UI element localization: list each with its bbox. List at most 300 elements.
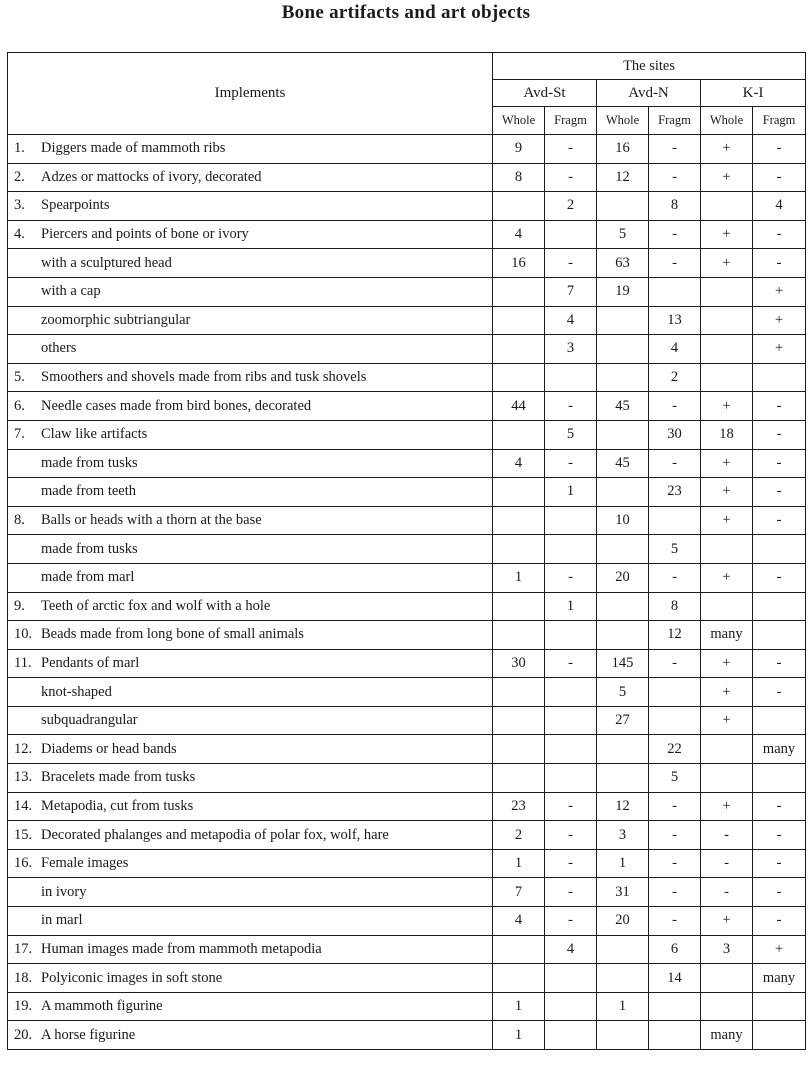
fragm-count-cell: 12 <box>649 621 701 650</box>
fragm-count-cell: - <box>545 135 597 164</box>
whole-count-cell: 1 <box>597 992 649 1021</box>
whole-count-cell: 16 <box>597 135 649 164</box>
whole-count-cell <box>597 592 649 621</box>
implement-cell <box>8 792 493 821</box>
whole-count-cell <box>493 535 545 564</box>
fragm-count-cell: 2 <box>649 363 701 392</box>
sites-header: The sites <box>493 53 806 80</box>
whole-count-cell: + <box>701 449 753 478</box>
fragm-count-cell: - <box>649 563 701 592</box>
fragm-count-cell: - <box>545 563 597 592</box>
fragm-count-cell: - <box>753 249 806 278</box>
fragm-count-cell: - <box>545 163 597 192</box>
table-row <box>8 478 806 507</box>
fragm-count-cell <box>753 1021 806 1050</box>
whole-count-cell: + <box>701 392 753 421</box>
fragm-count-cell: - <box>753 420 806 449</box>
fragm-header: Fragm <box>649 107 701 135</box>
fragm-count-cell: - <box>545 907 597 936</box>
fragm-count-cell <box>753 592 806 621</box>
implement-label: Claw like artifacts <box>41 426 148 443</box>
row-number: 13. <box>14 769 33 786</box>
implement-cell <box>8 964 493 993</box>
fragm-count-cell: 22 <box>649 735 701 764</box>
whole-count-cell: 2 <box>493 821 545 850</box>
fragm-count-cell <box>649 506 701 535</box>
whole-count-cell: + <box>701 163 753 192</box>
fragm-count-cell: - <box>753 878 806 907</box>
row-number: 8. <box>14 512 25 529</box>
whole-count-cell: 63 <box>597 249 649 278</box>
whole-count-cell: + <box>701 678 753 707</box>
fragm-count-cell: - <box>753 392 806 421</box>
implement-label: Diggers made of mammoth ribs <box>41 140 226 157</box>
table-row <box>8 363 806 392</box>
whole-count-cell: 5 <box>597 220 649 249</box>
table-row <box>8 592 806 621</box>
whole-count-cell: 1 <box>493 563 545 592</box>
whole-count-cell: + <box>701 907 753 936</box>
implement-cell <box>8 563 493 592</box>
whole-count-cell: 8 <box>493 163 545 192</box>
fragm-count-cell <box>545 764 597 793</box>
whole-count-cell <box>701 192 753 221</box>
whole-count-cell: 31 <box>597 878 649 907</box>
fragm-count-cell: 3 <box>545 335 597 364</box>
fragm-count-cell: - <box>545 249 597 278</box>
implement-label: Polyiconic images in soft stone <box>41 969 223 986</box>
fragm-count-cell <box>545 706 597 735</box>
fragm-count-cell <box>753 535 806 564</box>
fragm-count-cell: 23 <box>649 478 701 507</box>
fragm-count-cell <box>649 706 701 735</box>
table-row <box>8 449 806 478</box>
fragm-count-cell: - <box>753 220 806 249</box>
whole-count-cell: 3 <box>701 935 753 964</box>
fragm-header: Fragm <box>545 107 597 135</box>
whole-count-cell: 10 <box>597 506 649 535</box>
row-number: 18. <box>14 969 33 986</box>
fragm-count-cell <box>545 220 597 249</box>
whole-count-cell <box>597 964 649 993</box>
fragm-count-cell: - <box>649 849 701 878</box>
row-number: 9. <box>14 597 25 614</box>
whole-count-cell: - <box>701 849 753 878</box>
implement-cell <box>8 220 493 249</box>
fragm-count-cell: - <box>649 163 701 192</box>
implement-label: with a sculptured head <box>41 254 172 271</box>
fragm-count-cell: - <box>753 478 806 507</box>
fragm-count-cell: 5 <box>649 764 701 793</box>
implement-label: knot-shaped <box>41 683 112 700</box>
fragm-count-cell <box>545 964 597 993</box>
table-row <box>8 392 806 421</box>
fragm-count-cell <box>649 1021 701 1050</box>
implement-label: Beads made from long bone of small animals <box>41 626 304 643</box>
artifacts-table <box>7 52 806 1050</box>
fragm-count-cell: - <box>649 392 701 421</box>
row-number: 12. <box>14 740 33 757</box>
whole-count-cell: - <box>701 821 753 850</box>
fragm-count-cell <box>545 678 597 707</box>
implement-cell <box>8 135 493 164</box>
whole-count-cell <box>493 764 545 793</box>
fragm-count-cell: - <box>753 563 806 592</box>
fragm-count-cell: - <box>753 792 806 821</box>
fragm-count-cell: 1 <box>545 592 597 621</box>
fragm-count-cell: 4 <box>545 306 597 335</box>
table-row <box>8 506 806 535</box>
implement-label: Diadems or head bands <box>41 740 177 757</box>
row-number: 1. <box>14 140 25 157</box>
whole-count-cell <box>493 478 545 507</box>
fragm-count-cell: 2 <box>545 192 597 221</box>
fragm-count-cell <box>753 621 806 650</box>
implement-cell <box>8 335 493 364</box>
table-row <box>8 907 806 936</box>
fragm-count-cell <box>753 992 806 1021</box>
implement-cell <box>8 678 493 707</box>
table-row <box>8 306 806 335</box>
implement-cell <box>8 420 493 449</box>
whole-count-cell: 4 <box>493 220 545 249</box>
fragm-count-cell: - <box>753 449 806 478</box>
fragm-count-cell: - <box>545 392 597 421</box>
fragm-count-cell: 8 <box>649 592 701 621</box>
table-row <box>8 535 806 564</box>
implement-cell <box>8 277 493 306</box>
table-row <box>8 220 806 249</box>
whole-count-cell <box>701 535 753 564</box>
fragm-count-cell <box>545 506 597 535</box>
site-header-avd-n: Avd-N <box>597 80 701 107</box>
page-title: Bone artifacts and art objects <box>281 2 531 23</box>
whole-count-cell <box>701 592 753 621</box>
implement-cell <box>8 192 493 221</box>
row-number: 4. <box>14 226 25 243</box>
whole-header: Whole <box>597 107 649 135</box>
whole-count-cell <box>701 964 753 993</box>
row-number: 6. <box>14 397 25 414</box>
whole-count-cell <box>597 535 649 564</box>
implement-label: Smoothers and shovels made from ribs and tusk shovels <box>41 369 367 386</box>
implement-label: Teeth of arctic fox and wolf with a hole <box>41 597 271 614</box>
whole-count-cell: 44 <box>493 392 545 421</box>
whole-count-cell <box>597 764 649 793</box>
header-row-sites <box>8 53 806 80</box>
fragm-count-cell: 13 <box>649 306 701 335</box>
whole-count-cell <box>597 420 649 449</box>
fragm-count-cell: - <box>753 135 806 164</box>
implement-label: Bracelets made from tusks <box>41 769 196 786</box>
fragm-count-cell: 14 <box>649 964 701 993</box>
whole-count-cell <box>597 306 649 335</box>
fragm-count-cell: - <box>753 821 806 850</box>
implement-cell <box>8 392 493 421</box>
site-header-avd-st: Avd-St <box>493 80 597 107</box>
whole-count-cell: 5 <box>597 678 649 707</box>
whole-count-cell <box>701 992 753 1021</box>
fragm-count-cell: many <box>753 735 806 764</box>
whole-count-cell: 23 <box>493 792 545 821</box>
implement-label: Spearpoints <box>41 197 110 214</box>
row-number: 3. <box>14 197 25 214</box>
row-number: 20. <box>14 1026 33 1043</box>
fragm-count-cell: 4 <box>649 335 701 364</box>
implement-label: in ivory <box>41 883 87 900</box>
fragm-count-cell: - <box>753 907 806 936</box>
row-number: 5. <box>14 369 25 386</box>
fragm-count-cell: - <box>649 449 701 478</box>
implement-cell <box>8 449 493 478</box>
whole-count-cell: + <box>701 249 753 278</box>
implement-label: Piercers and points of bone or ivory <box>41 226 249 243</box>
row-number: 15. <box>14 826 33 843</box>
implement-cell <box>8 163 493 192</box>
whole-count-cell: 30 <box>493 649 545 678</box>
fragm-count-cell <box>649 678 701 707</box>
table-row <box>8 249 806 278</box>
whole-count-cell: 7 <box>493 878 545 907</box>
implement-label: others <box>41 340 77 357</box>
whole-count-cell: 12 <box>597 163 649 192</box>
fragm-count-cell: - <box>545 821 597 850</box>
fragm-count-cell: - <box>545 849 597 878</box>
fragm-count-cell: many <box>753 964 806 993</box>
fragm-count-cell: - <box>545 649 597 678</box>
whole-count-cell: many <box>701 1021 753 1050</box>
fragm-count-cell <box>545 735 597 764</box>
whole-count-cell <box>701 277 753 306</box>
implements-header: Implements <box>8 53 493 135</box>
row-number: 16. <box>14 855 33 872</box>
implement-cell <box>8 363 493 392</box>
whole-count-cell <box>493 706 545 735</box>
fragm-count-cell: - <box>649 220 701 249</box>
table-row <box>8 735 806 764</box>
implement-cell <box>8 306 493 335</box>
fragm-count-cell <box>753 764 806 793</box>
whole-count-cell: + <box>701 792 753 821</box>
site-header-k-i: K-I <box>701 80 806 107</box>
fragm-count-cell <box>753 706 806 735</box>
implement-label: Female images <box>41 855 129 872</box>
table-row <box>8 935 806 964</box>
fragm-count-cell: + <box>753 935 806 964</box>
whole-count-cell: + <box>701 220 753 249</box>
implement-cell <box>8 992 493 1021</box>
table-row <box>8 649 806 678</box>
whole-count-cell: 1 <box>597 849 649 878</box>
implement-label: A horse figurine <box>41 1026 136 1043</box>
whole-count-cell <box>493 306 545 335</box>
row-number: 19. <box>14 998 33 1015</box>
whole-count-cell: 1 <box>493 1021 545 1050</box>
fragm-count-cell: + <box>753 277 806 306</box>
whole-count-cell <box>701 363 753 392</box>
fragm-count-cell <box>545 535 597 564</box>
table-row <box>8 420 806 449</box>
table-row <box>8 878 806 907</box>
whole-count-cell: + <box>701 706 753 735</box>
whole-count-cell <box>597 621 649 650</box>
implement-label: Metapodia, cut from tusks <box>41 797 194 814</box>
fragm-count-cell: - <box>649 249 701 278</box>
fragm-count-cell <box>545 621 597 650</box>
whole-count-cell <box>493 506 545 535</box>
table-row <box>8 163 806 192</box>
implement-cell <box>8 478 493 507</box>
whole-count-cell <box>493 420 545 449</box>
table-row <box>8 335 806 364</box>
fragm-count-cell: - <box>649 649 701 678</box>
table-row <box>8 992 806 1021</box>
fragm-count-cell: - <box>753 849 806 878</box>
whole-count-cell: + <box>701 563 753 592</box>
whole-count-cell: 145 <box>597 649 649 678</box>
implement-label: with a cap <box>41 283 101 300</box>
implement-cell <box>8 1021 493 1050</box>
whole-count-cell <box>597 478 649 507</box>
implement-cell <box>8 592 493 621</box>
whole-count-cell <box>493 735 545 764</box>
whole-count-cell <box>493 678 545 707</box>
fragm-header: Fragm <box>753 107 806 135</box>
fragm-count-cell: 4 <box>753 192 806 221</box>
whole-count-cell: 4 <box>493 907 545 936</box>
whole-count-cell: 3 <box>597 821 649 850</box>
implement-cell <box>8 621 493 650</box>
whole-count-cell: - <box>701 878 753 907</box>
fragm-count-cell: 5 <box>649 535 701 564</box>
fragm-count-cell: - <box>545 878 597 907</box>
fragm-count-cell: 4 <box>545 935 597 964</box>
whole-count-cell: + <box>701 506 753 535</box>
whole-count-cell <box>701 735 753 764</box>
implement-label: zoomorphic subtriangular <box>41 311 191 328</box>
whole-count-cell <box>493 277 545 306</box>
whole-count-cell: 1 <box>493 992 545 1021</box>
fragm-count-cell: - <box>753 649 806 678</box>
table-row <box>8 706 806 735</box>
table-row <box>8 764 806 793</box>
whole-count-cell <box>493 592 545 621</box>
row-number: 10. <box>14 626 33 643</box>
table-row <box>8 277 806 306</box>
implement-label: Needle cases made from bird bones, decorated <box>41 397 312 414</box>
whole-count-cell: 20 <box>597 907 649 936</box>
implement-label: made from tusks <box>41 540 138 557</box>
row-number: 17. <box>14 940 33 957</box>
implement-cell <box>8 735 493 764</box>
table-row <box>8 678 806 707</box>
whole-count-cell: many <box>701 621 753 650</box>
whole-count-cell <box>597 735 649 764</box>
whole-count-cell <box>597 363 649 392</box>
whole-count-cell: 19 <box>597 277 649 306</box>
implement-cell <box>8 706 493 735</box>
whole-count-cell <box>597 935 649 964</box>
table-row <box>8 621 806 650</box>
whole-count-cell <box>493 363 545 392</box>
whole-count-cell <box>597 192 649 221</box>
fragm-count-cell: + <box>753 335 806 364</box>
implement-cell <box>8 878 493 907</box>
table-row <box>8 821 806 850</box>
implement-label: in marl <box>41 912 83 929</box>
whole-count-cell <box>701 764 753 793</box>
implement-label: Adzes or mattocks of ivory, decorated <box>41 168 262 185</box>
fragm-count-cell: - <box>545 792 597 821</box>
row-number: 14. <box>14 797 33 814</box>
table-row <box>8 1021 806 1050</box>
fragm-count-cell: - <box>649 792 701 821</box>
implement-cell <box>8 764 493 793</box>
implement-cell <box>8 821 493 850</box>
implement-label: Human images made from mammoth metapodia <box>41 940 322 957</box>
whole-count-cell: + <box>701 649 753 678</box>
whole-count-cell <box>493 335 545 364</box>
whole-count-cell <box>597 335 649 364</box>
whole-count-cell: 12 <box>597 792 649 821</box>
implement-cell <box>8 249 493 278</box>
whole-count-cell: 9 <box>493 135 545 164</box>
fragm-count-cell <box>545 363 597 392</box>
table-row <box>8 563 806 592</box>
fragm-count-cell: - <box>545 449 597 478</box>
whole-count-cell: 45 <box>597 392 649 421</box>
implement-cell <box>8 649 493 678</box>
fragm-count-cell: 8 <box>649 192 701 221</box>
implement-label: Balls or heads with a thorn at the base <box>41 512 262 529</box>
implement-cell <box>8 935 493 964</box>
fragm-count-cell: - <box>753 163 806 192</box>
whole-count-cell: + <box>701 135 753 164</box>
whole-count-cell <box>493 621 545 650</box>
fragm-count-cell: 7 <box>545 277 597 306</box>
fragm-count-cell: 6 <box>649 935 701 964</box>
implement-label: made from teeth <box>41 483 137 500</box>
fragm-count-cell: 5 <box>545 420 597 449</box>
row-number: 7. <box>14 426 25 443</box>
fragm-count-cell: - <box>753 506 806 535</box>
whole-count-cell <box>701 306 753 335</box>
table-row <box>8 192 806 221</box>
fragm-count-cell <box>649 277 701 306</box>
table-row <box>8 135 806 164</box>
whole-count-cell: 27 <box>597 706 649 735</box>
fragm-count-cell <box>753 363 806 392</box>
whole-count-cell: 18 <box>701 420 753 449</box>
row-number: 11. <box>14 654 32 671</box>
implement-cell <box>8 907 493 936</box>
fragm-count-cell <box>545 1021 597 1050</box>
whole-count-cell: 1 <box>493 849 545 878</box>
whole-count-cell <box>493 964 545 993</box>
fragm-count-cell: - <box>649 821 701 850</box>
fragm-count-cell: + <box>753 306 806 335</box>
table-row <box>8 792 806 821</box>
fragm-count-cell: 30 <box>649 420 701 449</box>
whole-count-cell: 4 <box>493 449 545 478</box>
fragm-count-cell: - <box>649 907 701 936</box>
fragm-count-cell: - <box>753 678 806 707</box>
implement-label: made from marl <box>41 569 135 586</box>
whole-header: Whole <box>493 107 545 135</box>
implement-cell <box>8 849 493 878</box>
fragm-count-cell <box>545 992 597 1021</box>
whole-count-cell: 20 <box>597 563 649 592</box>
